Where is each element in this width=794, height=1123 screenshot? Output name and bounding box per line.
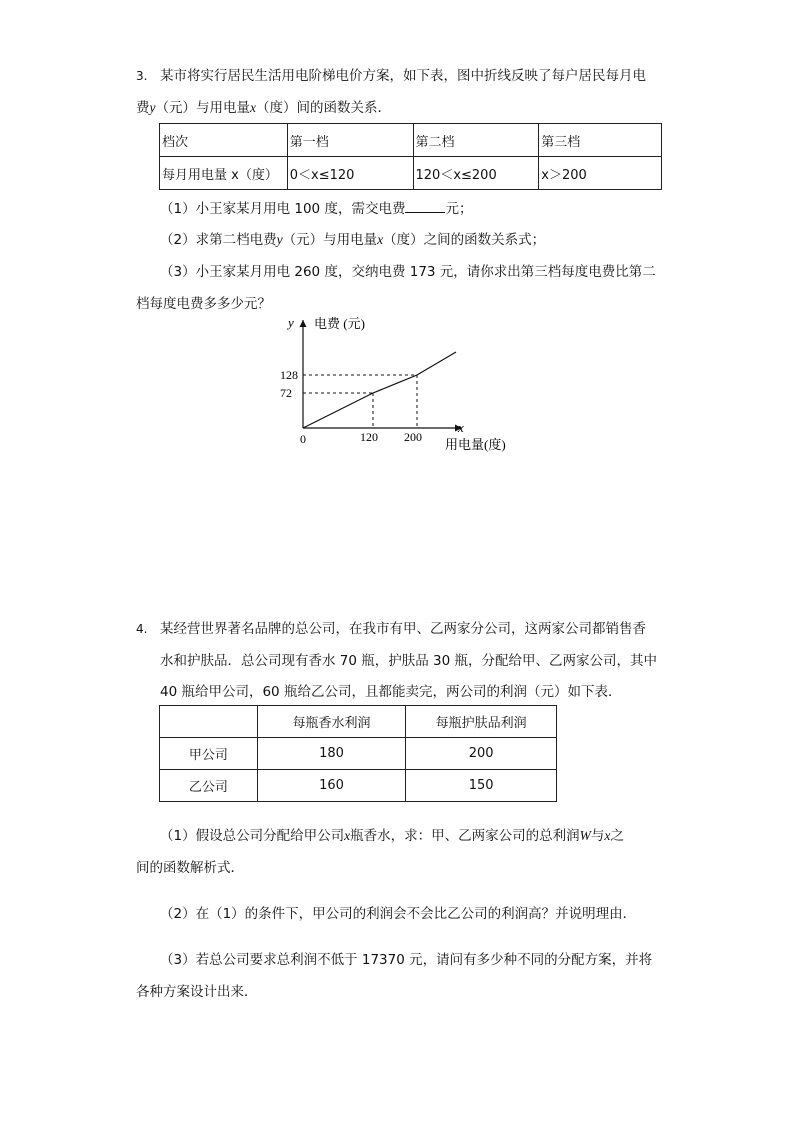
- q3-var-x: x: [250, 100, 256, 115]
- table-row: [160, 706, 557, 738]
- table-cell: x＞200: [539, 157, 662, 190]
- q3-tier-table: [159, 123, 662, 190]
- origin-label: 0: [300, 432, 306, 446]
- table-row: [160, 738, 557, 770]
- q3-electricity-graph: [270, 308, 530, 458]
- table-cell: 120＜x≤200: [413, 157, 539, 190]
- q4-sub1: [160, 827, 624, 845]
- y-tick-label: 72: [280, 386, 292, 400]
- q4-text-line1: 某经营世界著名品牌的总公司，在我市有甲、乙两家分公司，这两家公司都销售香: [160, 621, 646, 637]
- q3-sub1-unit: 元；: [445, 201, 473, 217]
- table-cell: 每月用电量 x（度）: [160, 157, 288, 190]
- q3-sub2-var-x: x: [377, 232, 384, 247]
- table-cell: 150: [406, 770, 557, 802]
- table-cell: 档次: [160, 124, 288, 157]
- q3-line2-prefix: 费: [136, 100, 150, 116]
- y-axis-var: y: [288, 315, 294, 330]
- q4-sub3-line2: 各种方案设计出来．: [136, 984, 258, 1000]
- q4-sub1-var-w: W: [579, 828, 591, 843]
- table-cell: 乙公司: [160, 770, 258, 802]
- q4-sub1-var-x: x: [344, 828, 351, 843]
- q3-sub2-a: （2）求第二档电费: [160, 232, 277, 248]
- q3-sub3-line2: 档每度电费多多少元？: [136, 296, 271, 312]
- q4-number: 4.: [136, 622, 148, 636]
- table-row: [160, 157, 662, 190]
- table-cell: 180: [257, 738, 406, 770]
- q3-sub2-var-y: y: [276, 232, 283, 247]
- q3-text-line2: [136, 99, 391, 117]
- x-axis-var: x: [458, 420, 464, 435]
- q4-sub1-b: 瓶香水，求：甲、乙两家公司的总利润: [350, 828, 580, 844]
- table-cell: 每瓶护肤品利润: [406, 706, 557, 738]
- x-tick-label: 200: [404, 430, 422, 444]
- table-cell: 第三档: [539, 124, 662, 157]
- q3-sub2-b: （元）与用电量: [282, 232, 378, 248]
- q4-sub1-c: 与: [590, 828, 605, 844]
- q3-sub1: [160, 200, 472, 218]
- q3-number: 3.: [136, 69, 148, 83]
- q3-line2-mid: （元）与用电量: [155, 100, 250, 116]
- table-cell: 200: [406, 738, 557, 770]
- table-cell: 第二档: [413, 124, 539, 157]
- y-axis-label: 电费 (元): [314, 316, 365, 331]
- table-row: [160, 124, 662, 157]
- q3-text-line1: 某市将实行居民生活用电阶梯电价方案，如下表，图中折线反映了每户居民每月电: [160, 68, 646, 84]
- q3-sub2-c: （度）之间的函数关系式；: [383, 232, 546, 248]
- y-tick-label: 128: [280, 368, 298, 382]
- q4-text-line2: 水和护肤品．总公司现有香水 70 瓶，护肤品 30 瓶，分配给甲、乙两家公司，其中: [160, 653, 658, 669]
- table-cell: 第一档: [287, 124, 413, 157]
- q4-sub1-d: 之: [610, 828, 624, 844]
- table-row: [160, 770, 557, 802]
- table-cell: 0＜x≤120: [287, 157, 413, 190]
- x-tick-label: 120: [360, 430, 378, 444]
- q4-text-line3: 40 瓶给甲公司，60 瓶给乙公司，且都能卖完，两公司的利润（元）如下表．: [160, 684, 622, 700]
- q3-sub2: [160, 231, 545, 249]
- answer-blank: [405, 200, 445, 213]
- q3-line2-suffix: （度）间的函数关系．: [256, 100, 391, 116]
- table-cell: [160, 706, 258, 738]
- q3-sub1-text: （1）小王家某月用电 100 度，需交电费: [160, 201, 406, 217]
- table-cell: 甲公司: [160, 738, 258, 770]
- q3-var-y: y: [149, 100, 156, 115]
- table-cell: 每瓶香水利润: [257, 706, 406, 738]
- q4-sub1-a: （1）假设总公司分配给甲公司: [160, 828, 345, 844]
- table-cell: 160: [257, 770, 406, 802]
- q4-sub1-var-x2: x: [604, 828, 611, 843]
- x-axis-label: 用电量(度): [445, 437, 506, 452]
- fee-polyline: [303, 352, 456, 428]
- q4-sub2: （2）在（1）的条件下，甲公司的利润会不会比乙公司的利润高？并说明理由．: [160, 906, 637, 922]
- q4-profit-table: [159, 705, 557, 802]
- q3-sub3-line1: （3）小王家某月用电 260 度，交纳电费 173 元，请你求出第三档每度电费比第二: [160, 264, 656, 280]
- q4-sub1-line2: 间的函数解析式．: [136, 860, 244, 876]
- q4-sub3-line1: （3）若总公司要求总利润不低于 17370 元，请问有多少种不同的分配方案，并将: [160, 952, 653, 968]
